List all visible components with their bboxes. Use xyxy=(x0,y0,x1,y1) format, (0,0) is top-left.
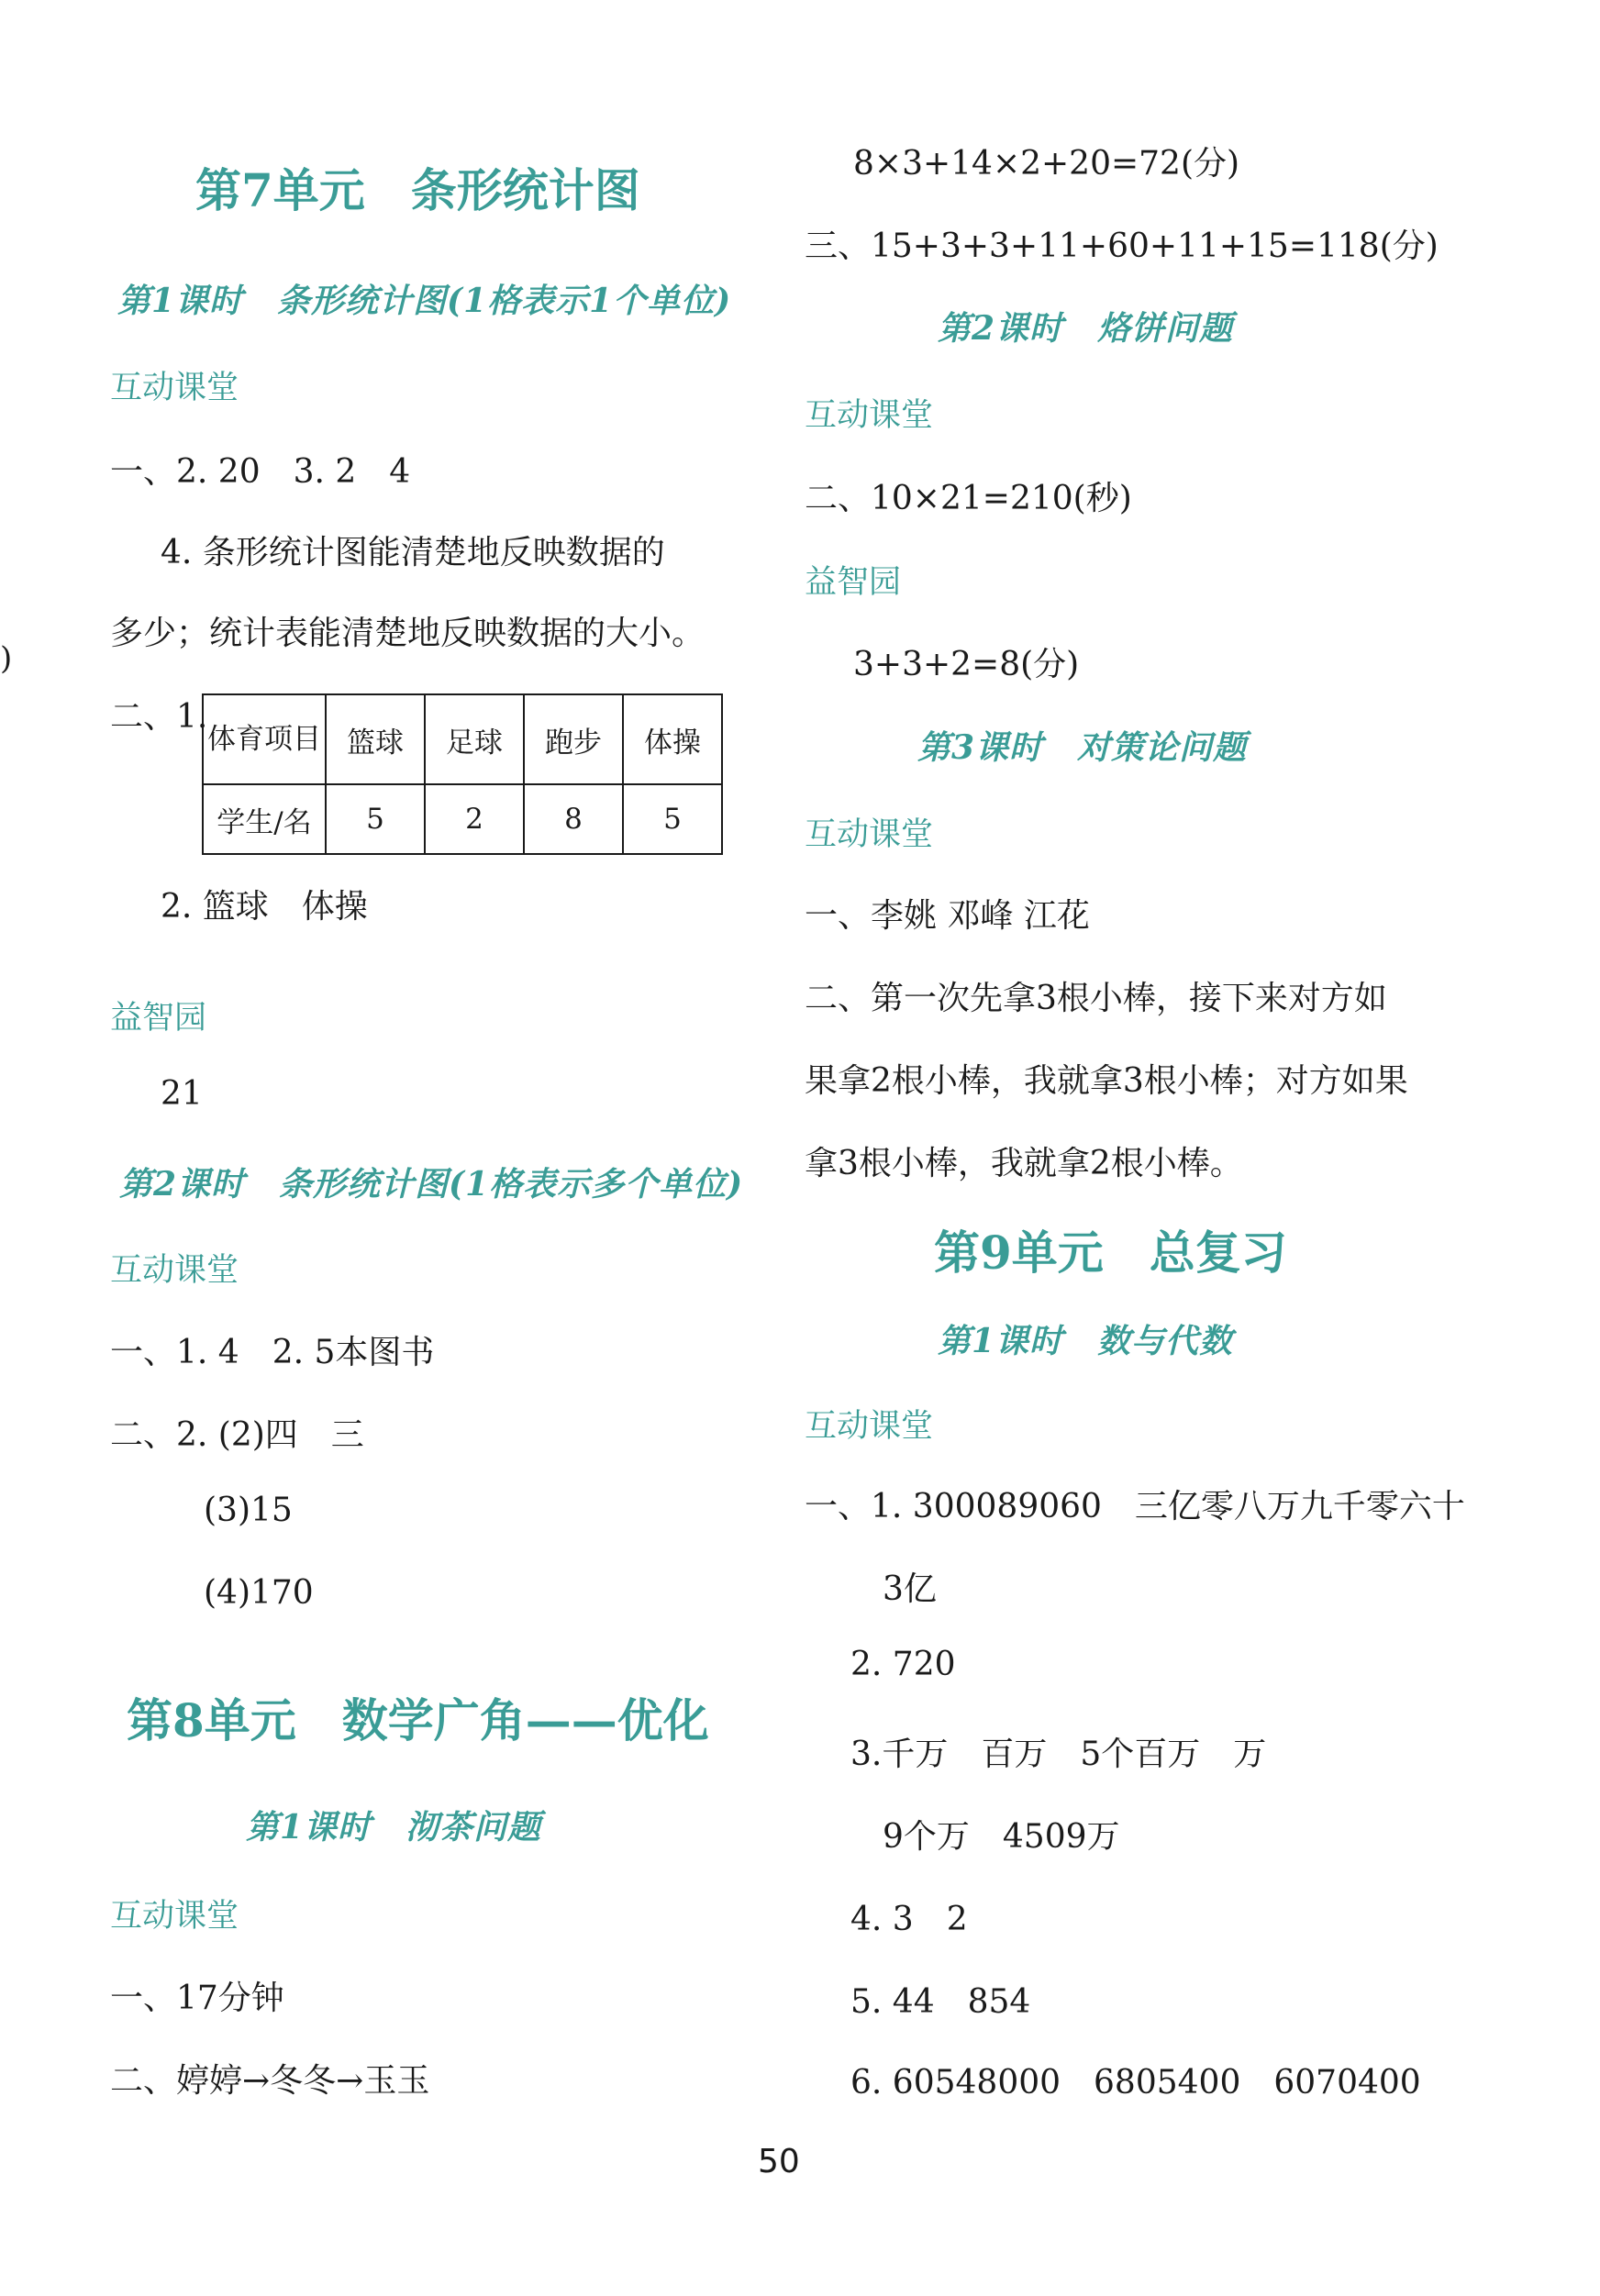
table-header-cell: 足球 xyxy=(425,694,524,784)
answer-line: 6. 60548000 6805400 6070400 xyxy=(850,2064,1421,2102)
answer-line: 3+3+2=8(分) xyxy=(853,646,1080,683)
answer-line: (4)170 xyxy=(204,1574,314,1612)
sports-statistics-table xyxy=(202,693,723,855)
table-cell: 8 xyxy=(524,784,623,854)
answer-line: 果拿2根小棒，我就拿3根小棒；对方如果 xyxy=(805,1062,1408,1100)
answer-line: 4. 3 2 xyxy=(850,1901,968,1938)
page-number: 50 xyxy=(758,2143,800,2180)
answer-line: 二、1. xyxy=(110,698,208,736)
answer-line: 9个万 4509万 xyxy=(883,1818,1120,1856)
section-interactive-class: 互动课堂 xyxy=(110,1252,239,1289)
answer-line: 8×3+14×2+20=72(分) xyxy=(853,145,1240,183)
answer-line: 二、10×21=210(秒) xyxy=(805,480,1132,517)
table-header-cell: 体操 xyxy=(623,694,722,784)
answer-line: 一、1. 300089060 三亿零八万九千零六十 xyxy=(805,1488,1465,1525)
lesson2-title: 第2课时 条形统计图(1格表示多个单位) xyxy=(119,1165,744,1203)
table-header-cell: 篮球 xyxy=(326,694,425,784)
table-header-cell: 体育项目 xyxy=(203,694,326,784)
answer-line: 2. 篮球 体操 xyxy=(161,888,368,926)
unit8-lesson2-title: 第2课时 烙饼问题 xyxy=(938,309,1234,348)
answer-line: 一、17分钟 xyxy=(110,1980,284,2017)
unit8-lesson3-title: 第3课时 对策论问题 xyxy=(917,728,1248,767)
lesson1-title: 第1课时 条形统计图(1格表示1个单位) xyxy=(117,282,732,320)
unit7-title: 第7单元 条形统计图 xyxy=(195,163,640,217)
answer-line: 2. 720 xyxy=(850,1646,956,1683)
answer-line: 3.千万 百万 5个百万 万 xyxy=(850,1736,1267,1773)
answer-line: 一、2. 20 3. 2 4 xyxy=(110,453,411,491)
answer-line: 二、第一次先拿3根小棒，接下来对方如 xyxy=(805,980,1387,1017)
answer-line: (3)15 xyxy=(204,1492,293,1529)
answer-line: 5. 44 854 xyxy=(850,1983,1031,2021)
answer-line: 二、2. (2)四 三 xyxy=(110,1416,364,1454)
edge-mark: ) xyxy=(0,640,13,677)
table-cell: 5 xyxy=(623,784,722,854)
section-interactive-class: 互动课堂 xyxy=(805,816,934,853)
unit9-lesson1-title: 第1课时 数与代数 xyxy=(938,1322,1234,1360)
section-puzzle-garden: 益智园 xyxy=(805,564,902,601)
table-header-cell: 跑步 xyxy=(524,694,623,784)
unit8-lesson1-title: 第1课时 沏茶问题 xyxy=(246,1808,542,1847)
answer-line: 二、婷婷→冬冬→玉玉 xyxy=(110,2062,430,2100)
section-interactive-class: 互动课堂 xyxy=(805,397,934,434)
answer-line: 4. 条形统计图能清楚地反映数据的 xyxy=(161,534,665,571)
section-interactive-class: 互动课堂 xyxy=(110,370,239,406)
answer-line: 多少；统计表能清楚地反映数据的大小。 xyxy=(110,615,706,652)
answer-line: 3亿 xyxy=(883,1570,937,1608)
answer-line: 拿3根小棒，我就拿2根小棒。 xyxy=(805,1145,1243,1182)
answer-line: 三、15+3+3+11+60+11+15=118(分) xyxy=(805,227,1439,265)
section-interactive-class: 互动课堂 xyxy=(110,1898,239,1935)
table-cell: 2 xyxy=(425,784,524,854)
answer-line: 一、1. 4 2. 5本图书 xyxy=(110,1334,435,1371)
answer-line: 一、李姚 邓峰 江花 xyxy=(805,897,1090,935)
unit8-title: 第8单元 数学广角——优化 xyxy=(127,1693,709,1747)
section-puzzle-garden: 益智园 xyxy=(110,1000,207,1037)
section-interactive-class: 互动课堂 xyxy=(805,1408,934,1445)
table-cell: 5 xyxy=(326,784,425,854)
table-row-label: 学生/名 xyxy=(203,784,326,854)
unit9-title: 第9单元 总复习 xyxy=(934,1226,1287,1280)
answer-line: 21 xyxy=(161,1075,203,1113)
